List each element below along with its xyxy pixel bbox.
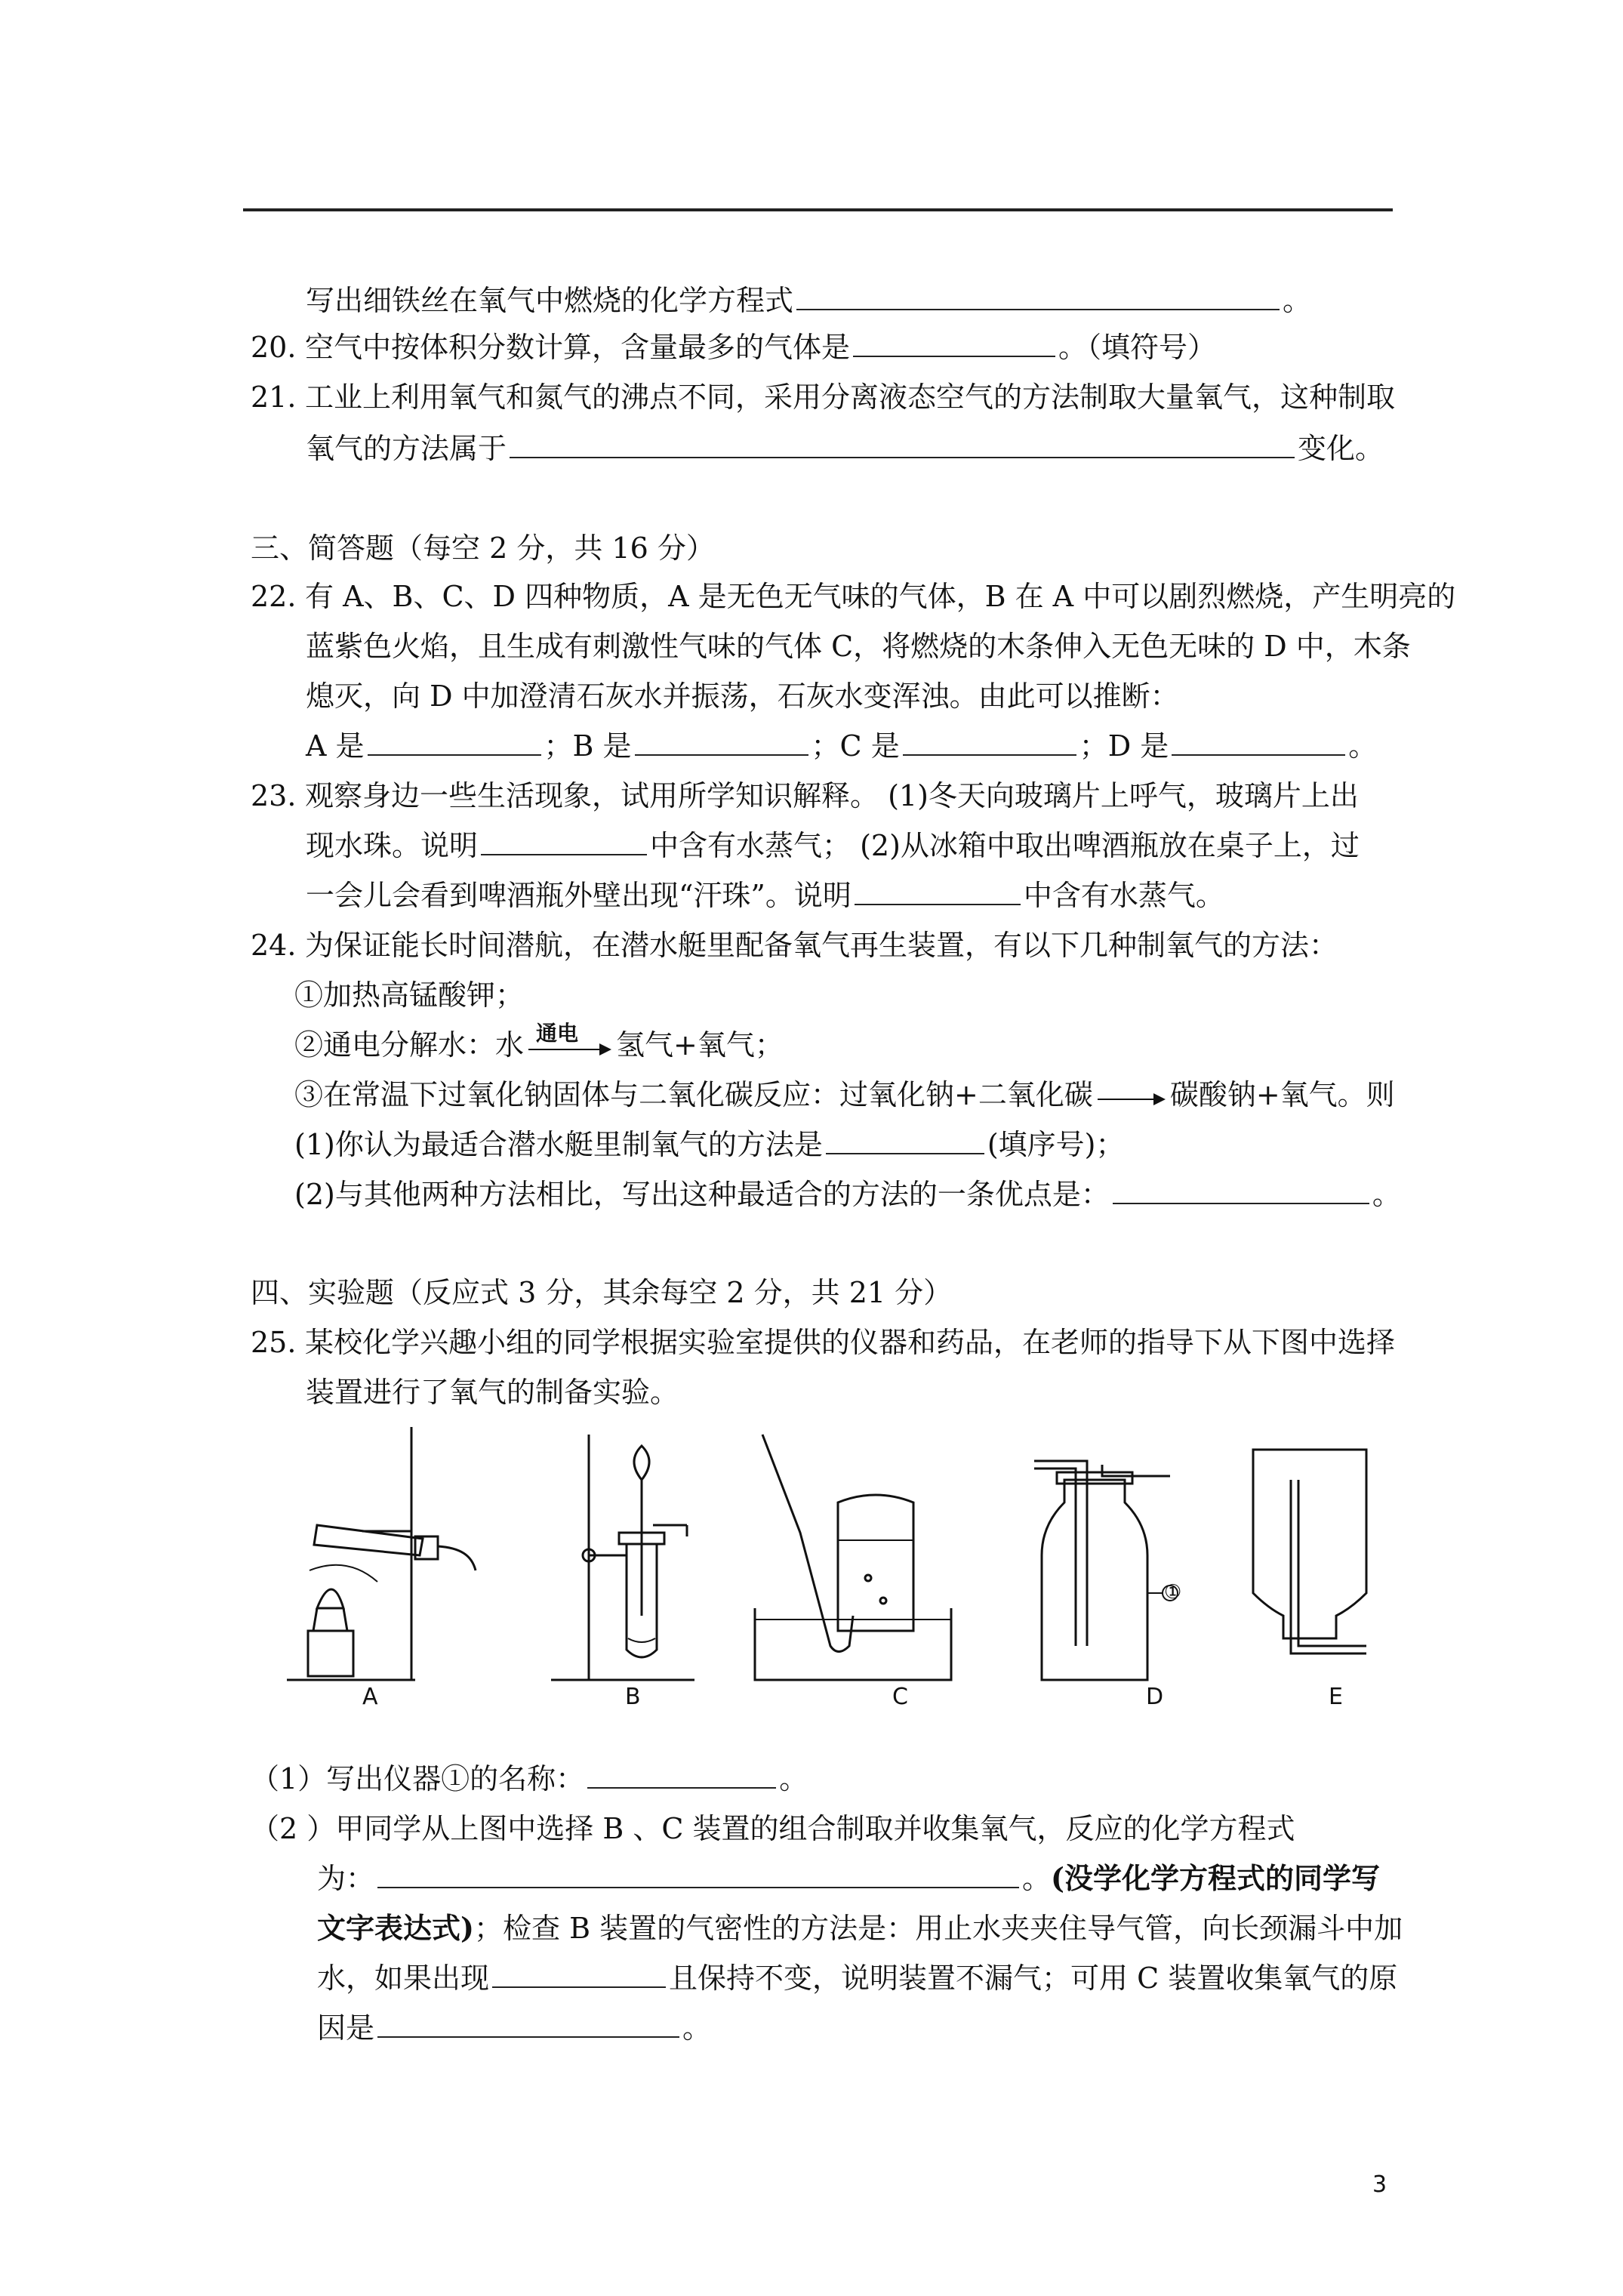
label-d: D [1146, 1684, 1164, 1710]
answer-blank[interactable] [855, 877, 1021, 905]
answer-blank[interactable] [481, 827, 647, 855]
question-24-part-1: (1)你认为最适合潜水艇里制氧气的方法是 (填序号)； [294, 1125, 1125, 1164]
question-19-continuation: 写出细铁丝在氧气中燃烧的化学方程式 。 [306, 281, 1311, 320]
apparatus-e [1253, 1450, 1366, 1653]
header-rule [243, 208, 1393, 211]
answer-blank-b[interactable] [635, 727, 808, 756]
label-e: E [1329, 1684, 1343, 1710]
label-b: B [625, 1684, 641, 1710]
question-24-part-2: (2)与其他两种方法相比，写出这种最适合的方法的一条优点是： 。 [294, 1175, 1401, 1214]
label-c: C [892, 1684, 908, 1710]
answer-blank[interactable] [510, 430, 1295, 458]
question-25-part-2-line-3: 文字表达式)；检查 B 装置的气密性的方法是：用止水夹夹住导气管，向长颈漏斗中加 [317, 1911, 1403, 1945]
page-number: 3 [1372, 2171, 1387, 2198]
question-20: 20. 空气中按体积分数计算，含量最多的气体是 。（填符号） [251, 328, 1216, 367]
question-25-part-2: （2 ）甲同学从上图中选择 B 、C 装置的组合制取并收集氧气，反应的化学方程式 [251, 1812, 1295, 1845]
answer-blank[interactable] [796, 282, 1280, 310]
question-22-line-2: 蓝紫色火焰，且生成有刺激性气味的气体 C，将燃烧的木条伸入无色无味的 D 中，木条 [306, 630, 1411, 663]
section-3-heading: 三、简答题（每空 2 分，共 16 分） [251, 532, 715, 565]
method-2: ②通电分解水：水 通电 氢气+氧气； [294, 1020, 784, 1062]
question-21-line-2: 氧气的方法属于 变化。 [306, 429, 1384, 468]
answer-blank[interactable] [377, 2009, 679, 2038]
method-1: ①加热高锰酸钾； [294, 978, 525, 1012]
question-22-answers: A 是 ；B 是 ；C 是 ；D 是 。 [306, 726, 1377, 766]
question-25-part-2-line-5: 因是 。 [317, 2008, 711, 2048]
apparatus-a [287, 1427, 476, 1680]
answer-blank[interactable] [1113, 1176, 1369, 1204]
apparatus-drawing [287, 1419, 1404, 1714]
question-25-part-1: （1）写出仪器①的名称： 。 [251, 1759, 808, 1798]
question-22: 22. 有 A、B、C、D 四种物质，A 是无色无气味的气体，B 在 A 中可以剧烈燃烧，产生明亮的 [251, 580, 1456, 613]
marker-1: ① [1164, 1581, 1182, 1604]
question-25-part-2-line-2: 为： 。(没学化学方程式的同学写 [317, 1861, 1381, 1895]
question-22-line-3: 熄灭，向 D 中加澄清石灰水并振荡，石灰水变浑浊。由此可以推断： [306, 680, 1179, 713]
label-a: A [362, 1684, 378, 1710]
question-21: 21. 工业上利用氧气和氮气的沸点不同，采用分离液态空气的方法制取大量氧气，这种制取 [251, 381, 1396, 414]
section-4-heading: 四、实验题（反应式 3 分，其余每空 2 分，共 21 分） [251, 1276, 953, 1309]
question-25-part-2-line-4: 水，如果出现 且保持不变，说明装置不漏气；可用 C 装置收集氧气的原 [317, 1959, 1397, 1998]
answer-blank[interactable] [826, 1126, 984, 1154]
apparatus-c [755, 1435, 951, 1680]
apparatus-b [551, 1435, 694, 1680]
answer-blank-a[interactable] [368, 727, 541, 756]
reaction-arrow [1098, 1086, 1166, 1109]
answer-blank-c[interactable] [903, 727, 1076, 756]
apparatus-figure [287, 1419, 1404, 1714]
question-23-line-3: 一会儿会看到啤酒瓶外壁出现“汗珠”。说明 中含有水蒸气。 [306, 876, 1224, 915]
answer-blank-d[interactable] [1172, 727, 1345, 756]
answer-blank[interactable] [587, 1760, 776, 1789]
method-3: ③在常温下过氧化钠固体与二氧化碳反应：过氧化钠+二氧化碳 碳酸钠+氧气。则 [294, 1078, 1395, 1111]
question-24: 24. 为保证能长时间潜航，在潜水艇里配备氧气再生装置，有以下几种制氧气的方法： [251, 929, 1338, 962]
reaction-arrow: 通电 [528, 1037, 611, 1059]
question-25: 25. 某校化学兴趣小组的同学根据实验室提供的仪器和药品，在老师的指导下从下图中选择 [251, 1326, 1396, 1359]
answer-blank[interactable] [492, 1959, 666, 1988]
question-23-line-2: 现水珠。说明 中含有水蒸气； (2)从冰箱中取出啤酒瓶放在桌子上，过 [306, 826, 1360, 865]
answer-blank[interactable] [853, 328, 1055, 357]
question-23: 23. 观察身边一些生活现象，试用所学知识解释。 (1)冬天向玻璃片上呼气，玻璃片上出 [251, 779, 1359, 812]
answer-blank[interactable] [377, 1860, 1019, 1888]
question-25-line-2: 装置进行了氧气的制备实验。 [306, 1376, 679, 1409]
apparatus-d [1034, 1461, 1178, 1680]
